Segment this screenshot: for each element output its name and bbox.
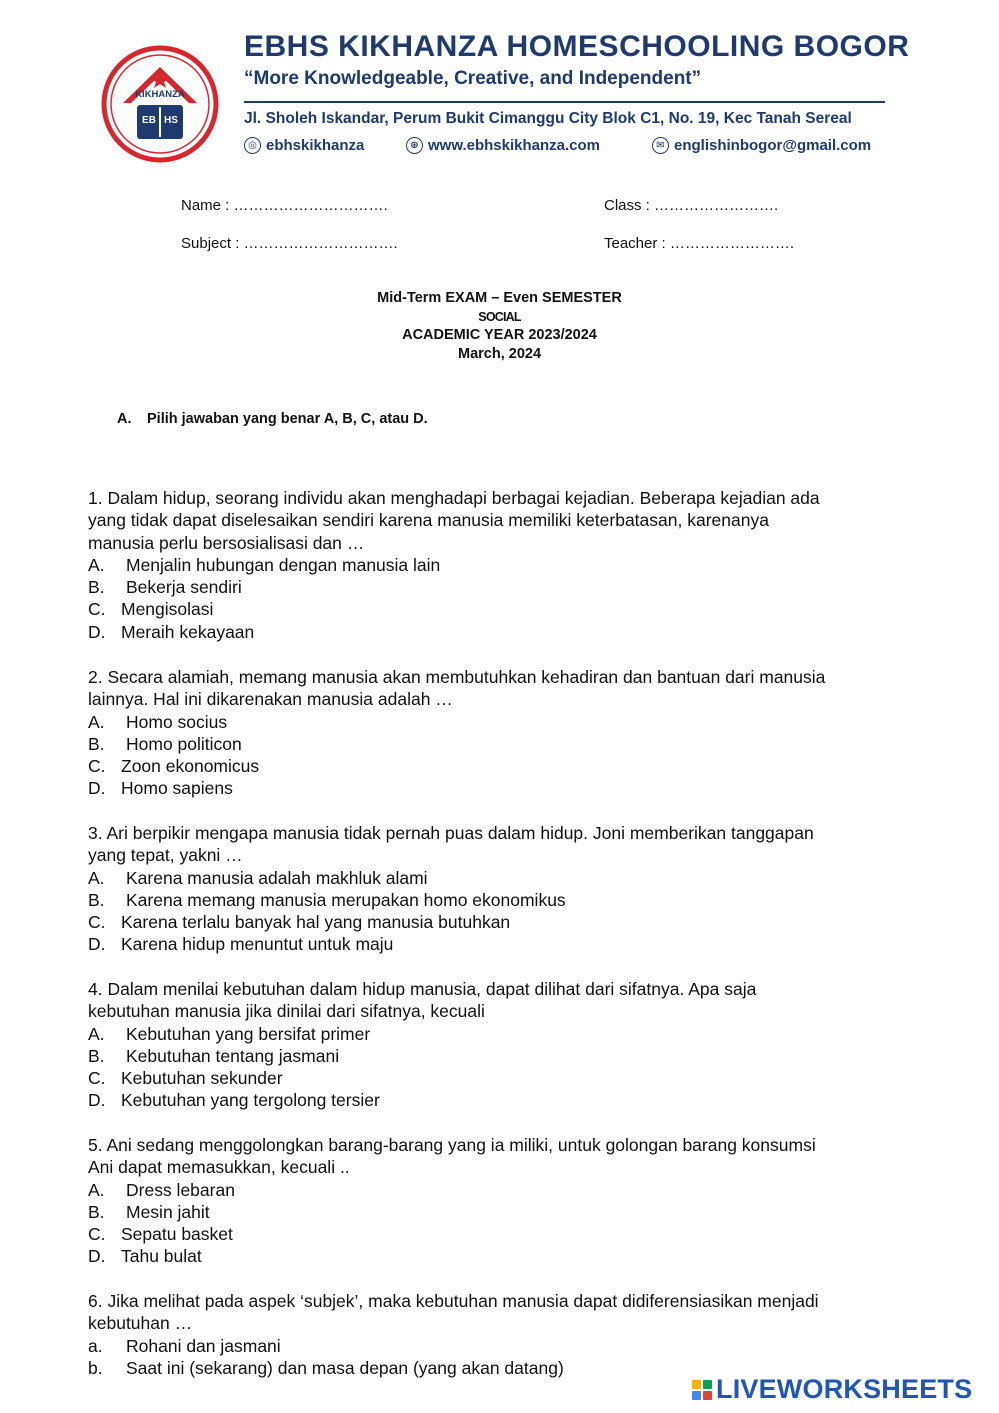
option-a[interactable]: A. Kebutuhan yang bersifat primer xyxy=(88,1023,371,1044)
academic-year: ACADEMIC YEAR 2023/2024 xyxy=(402,327,597,343)
section-number: A. xyxy=(117,411,132,427)
option-b[interactable]: b. Saat ini (sekarang) dan masa depan (yang akan datang) xyxy=(88,1357,564,1378)
option-d[interactable]: D. Karena hidup menuntut untuk maju xyxy=(88,934,394,955)
option-d[interactable]: D. Meraih kekayaan xyxy=(88,621,255,642)
exam-title-block xyxy=(0,289,999,363)
option-d[interactable]: D. Homo sapiens xyxy=(88,778,233,799)
question-6 xyxy=(88,1290,888,1379)
option-c[interactable]: C. Karena terlalu banyak hal yang manusia butuhkan xyxy=(88,912,511,933)
globe-icon: ⊕ xyxy=(406,137,423,154)
instagram-handle: ebhskikhanza xyxy=(266,137,365,154)
contact-website xyxy=(406,137,600,154)
question-text: 5. Ani sedang menggolongkan barang-barang yang ia miliki, untuk golongan barang konsumsi Ani dapat memasukkan, kecuali .. xyxy=(88,1135,816,1178)
liveworksheets-logo-icon xyxy=(692,1380,712,1400)
email-address: englishinbogor@gmail.com xyxy=(674,137,872,154)
contact-email xyxy=(652,137,871,154)
school-motto: “More Knowledgeable, Creative, and Independent” xyxy=(244,68,702,89)
question-text: 1. Dalam hidup, seorang individu akan menghadapi berbagai kejadian. Beberapa kejadian ada yang tidak dapat diselesaikan sendiri karena manusia memiliki keterbatasan, karenanya manusia perlu bersosialisasi dan … xyxy=(88,488,820,553)
question-text: 4. Dalam menilai kebutuhan dalam hidup manusia, dapat dilihat dari sifatnya. Apa saja kebutuhan manusia jika dinilai dari sifatnya, kecuali xyxy=(88,979,757,1022)
mail-icon: ✉ xyxy=(652,137,669,154)
option-d[interactable]: D. Tahu bulat xyxy=(88,1246,202,1267)
name-field[interactable]: Name : …………………………. xyxy=(181,197,388,214)
option-a[interactable]: a. Rohani dan jasmani xyxy=(88,1335,281,1356)
option-b[interactable]: B. Bekerja sendiri xyxy=(88,577,242,598)
logo-badge-right: HS xyxy=(164,115,178,126)
header-divider xyxy=(244,101,885,103)
option-b[interactable]: B. Kebutuhan tentang jasmani xyxy=(88,1045,340,1066)
option-c[interactable]: C. Kebutuhan sekunder xyxy=(88,1068,283,1089)
option-b[interactable]: B. Karena memang manusia merupakan homo ekonomikus xyxy=(88,889,566,910)
exam-subject: SOCIAL xyxy=(478,309,521,324)
exam-title: Mid-Term EXAM – Even SEMESTER xyxy=(377,290,622,306)
question-text: 2. Secara alamiah, memang manusia akan membutuhkan kehadiran dan bantuan dari manusia lainnya. Hal ini dikarenakan manusia adalah … xyxy=(88,667,826,710)
school-address: Jl. Sholeh Iskandar, Perum Bukit Cimanggu City Blok C1, No. 19, Kec Tanah Sereal xyxy=(244,110,852,127)
option-a[interactable]: A. Karena manusia adalah makhluk alami xyxy=(88,867,428,888)
school-logo xyxy=(101,45,219,163)
liveworksheets-watermark xyxy=(692,1374,972,1405)
subject-field[interactable]: Subject : …………………………. xyxy=(181,235,398,252)
option-a[interactable]: A. Menjalin hubungan dengan manusia lain xyxy=(88,554,441,575)
option-c[interactable]: C. Mengisolasi xyxy=(88,599,214,620)
school-name: EBHS KIKHANZA HOMESCHOOLING BOGOR xyxy=(244,30,910,63)
question-text: 3. Ari berpikir mengapa manusia tidak pernah puas dalam hidup. Joni memberikan tanggapan yang tepat, yakni … xyxy=(88,823,814,866)
question-text: 6. Jika melihat pada aspek ‘subjek’, maka kebutuhan manusia dapat didiferensiasikan menjadi kebutuhan … xyxy=(88,1291,819,1334)
option-d[interactable]: D. Kebutuhan yang tergolong tersier xyxy=(88,1090,380,1111)
question-5 xyxy=(88,1134,888,1268)
question-3 xyxy=(88,822,888,956)
question-4 xyxy=(88,978,888,1112)
logo-badge-left: EB xyxy=(142,115,156,126)
website-url: www.ebhskikhanza.com xyxy=(428,137,600,154)
teacher-field[interactable]: Teacher : ……………………. xyxy=(604,235,795,252)
option-a[interactable]: A. Homo socius xyxy=(88,711,228,732)
instagram-icon: ◎ xyxy=(244,137,261,154)
section-instruction xyxy=(117,411,428,427)
option-a[interactable]: A. Dress lebaran xyxy=(88,1179,235,1200)
exam-date: March, 2024 xyxy=(457,345,542,362)
option-b[interactable]: B. Mesin jahit xyxy=(88,1201,210,1222)
option-b[interactable]: B. Homo politicon xyxy=(88,733,242,754)
question-1 xyxy=(88,487,888,643)
logo-text: KIKHANZA xyxy=(135,89,185,100)
contact-instagram xyxy=(244,137,364,154)
option-c[interactable]: C. Zoon ekonomicus xyxy=(88,756,260,777)
liveworksheets-text: LIVEWORKSHEETS xyxy=(716,1374,973,1404)
school-logo-graphic xyxy=(101,45,219,163)
option-c[interactable]: C. Sepatu basket xyxy=(88,1224,233,1245)
class-field[interactable]: Class : ……………………. xyxy=(604,197,779,214)
question-2 xyxy=(88,666,888,800)
section-instruction-text: Pilih jawaban yang benar A, B, C, atau D. xyxy=(147,411,428,427)
